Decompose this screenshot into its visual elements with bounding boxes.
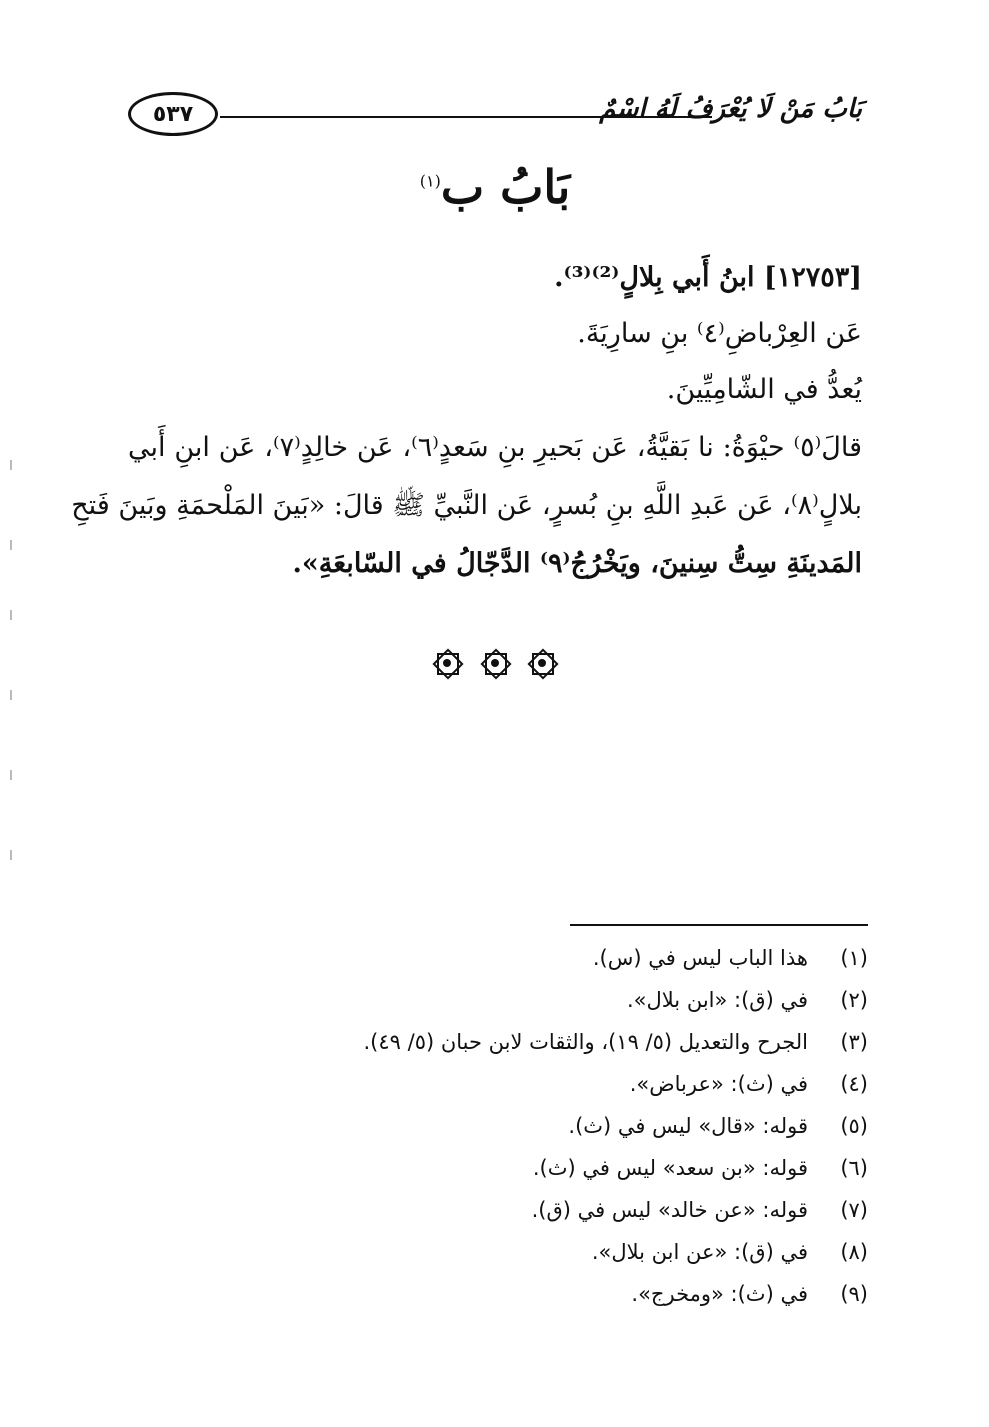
scan-edge-mark [10,460,12,470]
scan-edge-mark [10,850,12,860]
section-title-note: (١) [419,171,441,191]
entry-line-2: عَن العِرْباضِ⁽٤⁾ بنِ سارِيَةَ. [577,318,862,349]
footnote-text: قوله: «بن سعد» ليس في (ث). [532,1156,808,1180]
footnote-text: الجرح والتعديل (٥/ ١٩)، والثقات لابن حبان (٥/ ٤٩). [363,1030,808,1054]
scan-edge-mark [10,690,12,700]
footnote-number: (٦) [840,1156,868,1180]
footnote [128,1114,868,1156]
ornament-icon [480,648,510,678]
footnote-text: قوله: «قال» ليس في (ث). [568,1114,808,1138]
footnote-number: (٧) [840,1198,868,1222]
entry-line-5: بلالٍ⁽٨⁾، عَن عَبدِ اللَّهِ بنِ بُسرٍ، عَن النَّبيِّ ﷺ قالَ: «بَينَ المَلْحمَةِ وبَينَ فَتحِ [71,490,862,521]
footnotes [128,946,868,1324]
footnote-text: قوله: «عن خالد» ليس في (ق). [531,1198,808,1222]
footnote-text: هذا الباب ليس في (س). [592,946,808,970]
footnote-number: (٨) [840,1240,868,1264]
footnote [128,988,868,1030]
footnote-text: في (ق): «ابن بلال». [627,988,808,1012]
footnote-text: في (ق): «عن ابن بلال». [591,1240,808,1264]
ornament-icon [527,648,557,678]
footnote-number: (٥) [840,1114,868,1138]
footnote-number: (١) [840,946,868,970]
scan-edge-mark [10,770,12,780]
running-header [128,92,862,142]
footnote [128,1030,868,1072]
footnote-number: (٩) [840,1282,868,1306]
footnote-number: (٣) [840,1030,868,1054]
footnote [128,1198,868,1240]
footnote [128,946,868,988]
footnote [128,1072,868,1114]
footnote [128,1240,868,1282]
footnote [128,1156,868,1198]
section-divider [0,648,989,682]
scan-edge-mark [10,540,12,550]
scan-edge-mark [10,610,12,620]
entry-line-4: قالَ⁽٥⁾ حيْوَةُ: نا بَقيَّةُ، عَن بَحيرِ بنِ سَعدٍ⁽٦⁾، عَن خالِدٍ⁽٧⁾، عَن ابنِ أَبي [128,432,862,463]
footnote-text: في (ث): «ومخرج». [631,1282,808,1306]
footnote-number: (٢) [840,988,868,1012]
page-number: ٥٣٧ [128,92,218,136]
footnote [128,1282,868,1324]
section-title [128,160,862,214]
footnote-number: (٤) [840,1072,868,1096]
footnote-rule [570,924,868,926]
entry-line-6: المَدينَةِ سِتُّ سِنينَ، ويَخْرُجُ⁽٩⁾ الدَّجّالُ في السّابعَةِ». [292,548,862,579]
footnote-text: في (ث): «عرباض». [629,1072,808,1096]
entry-line-3: يُعدُّ في الشّامِيِّينَ. [666,374,862,405]
chapter-title: بَابُ مَنْ لَا يُعْرَفُ لَهُ اسْمٌ [599,94,862,124]
entry-heading: [١٢٧٥٣] ابنُ أَبي بِلالٍ⁽²⁾⁽³⁾. [554,262,862,293]
ornament-icon [432,648,462,678]
section-title-text: بَابُ ب [440,160,571,214]
